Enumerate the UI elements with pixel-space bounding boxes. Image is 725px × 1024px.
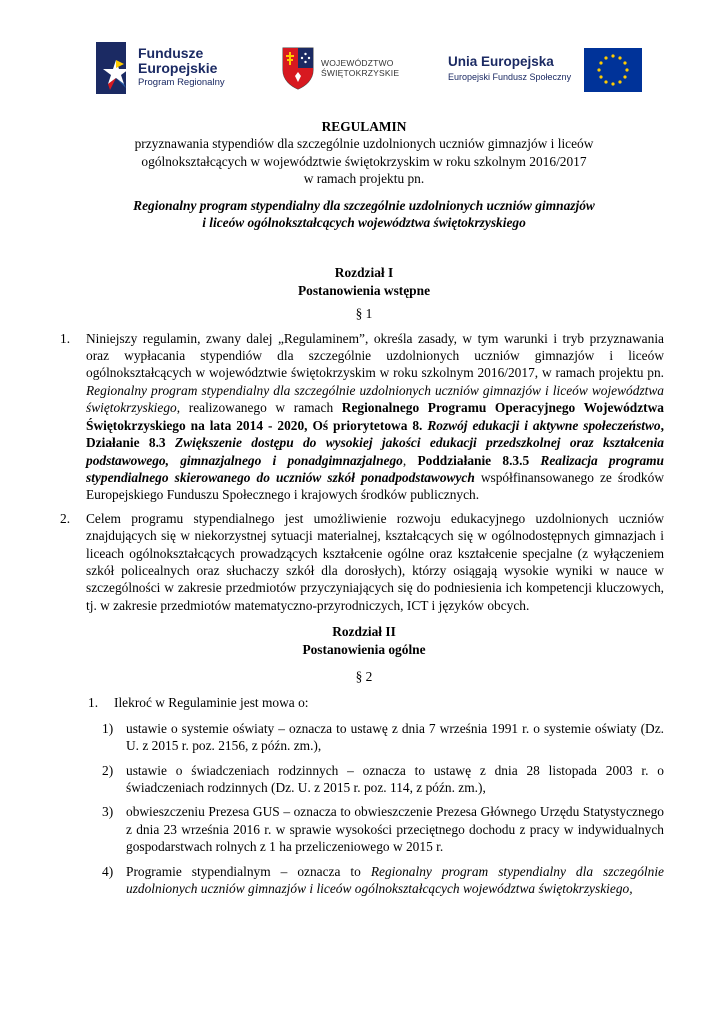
fe-star-icon	[96, 42, 136, 94]
definition-item	[64, 863, 664, 898]
title-line3: w ramach projektu pn.	[303, 171, 425, 187]
item-text: ustawie o świadczeniach rodzinnych – oznacza to ustawę z dnia 28 listopada 2003 r. o świadczeniach rodzinnych (Dz. U. z 2015 r. poz. 114, z późn. zm.),	[126, 762, 664, 795]
chapter1-point-1	[60, 330, 664, 504]
fe-line2: Europejskie	[138, 60, 218, 76]
item-text: obwieszczeniu Prezesa GUS – oznacza to obwieszczenie Prezesa Głównego Urzędu Statystycznego z dnia 23 września 2016 r. w sprawie wysokości przeciętnego dochodu z pracy w indywidualnych gospodarstwach rolnych z 1 ha przeliczeniowego w 2015 r.	[126, 804, 664, 855]
chapter1-title: Rozdział I	[334, 265, 394, 281]
fe-line3: Program Regionalny	[138, 77, 225, 88]
chapter2-header	[64, 623, 664, 685]
fundusze-europejskie-logo	[96, 42, 246, 98]
ws-line1: WOJEWÓDZTWO	[321, 58, 394, 68]
program-title: Regionalny program stypendialny dla szczególnie uzdolnionych uczniów gimnazjów i liceów ogólnokształcących województwa świętokrzyskiego,	[126, 863, 665, 897]
ws-line2: ŚWIĘTOKRZYSKIE	[321, 68, 400, 78]
logo-bar	[0, 0, 725, 110]
item-text: Programie stypendialnym – oznacza to	[126, 863, 371, 879]
wojewodztwo-logo	[281, 46, 421, 96]
measure-name: Zwiększenie dostępu do wysokiej jakości edukacji przedszkolnej oraz kształcenia podstawowego, gimnazjalnego i ponadgimnazjalnego	[86, 435, 664, 468]
chapter1-paragraph-mark: § 1	[355, 306, 373, 322]
item-text: ustawie o systemie oświaty – oznacza to ustawę z dnia 7 września 1991 r. o systemie oświaty (Dz. U. z 2015 r. poz. 2156, z późn. zm.),	[126, 720, 664, 754]
chapter1-subtitle: Postanowienia wstępne	[297, 282, 431, 298]
chapter2-paragraph-mark: § 2	[355, 668, 373, 684]
point-text: ,	[402, 452, 418, 468]
unia-europejska-logo	[448, 48, 648, 94]
chapter1-point-2	[60, 510, 664, 614]
project-line2: i liceów ogólnokształcących województwa świętokrzyskiego	[202, 215, 526, 231]
item-number: 4)	[102, 863, 114, 879]
coat-of-arms-icon	[281, 46, 315, 90]
item-number: 3)	[102, 804, 114, 820]
document-title	[64, 118, 664, 231]
program-name: Regionalnego Programu Operacyjnego Województwa Świętokrzyskiego na lata 2014 - 2020, Oś priorytetowa 8.	[86, 400, 664, 433]
point-number: 2.	[60, 510, 71, 526]
fe-line1: Fundusze	[138, 45, 204, 61]
intro-text: Ilekroć w Regulaminie jest mowa o:	[114, 695, 309, 711]
ue-line2: Europejski Fundusz Społeczny	[448, 72, 572, 82]
chapter1-list	[60, 330, 664, 615]
point-text: , realizowanego w ramach	[176, 400, 342, 416]
priority-axis: Rozwój edukacji i aktywne społeczeństwo	[427, 417, 661, 433]
title-line2: ogólnokształcących w województwie świętokrzyskim w roku szkolnym 2016/2017	[141, 153, 587, 169]
title-line1: przyznawania stypendiów dla szczególnie uzdolnionych uczniów gimnazjów i liceów	[134, 136, 594, 152]
document-body	[60, 118, 665, 904]
point-text: Celem programu stypendialnego jest umożliwienie rozwoju edukacyjnego uzdolnionych uczniów znajdujących się w niekorzystnej sytuacji materialnej, kształcących się w ogólnodostępnych gimnazjach i liceach ogólnokształcących prowadzących kształcenie ogólne oraz kształcenie specjalne (z wyłączeniem szkół policealnych oraz słuchaczy szkół dla dorosłych), którzy osiągają wysokie wyniki w nauce w szczególności w zakresie przedmiotów przyczyniających się do podniesienia ich kompetencji kluczowych, tj. w zakresie przedmiotów matematyczno-przyrodniczych, ICT i języków obcych.	[86, 510, 664, 613]
chapter2-subtitle: Postanowienia ogólne	[302, 641, 426, 657]
point-text: Niniejszy regulamin, zwany dalej „Regulaminem”, określa zasady, w tym warunki i tryb przyznawania oraz wypłacania stypendiów dla szczególnie uzdolnionych uczniów gimnazjów i liceów ogólnokształcących w województwie świętokrzyskim w roku szkolnym 2016/2017, w ramach projektu pn.	[86, 330, 664, 381]
item-number: 2)	[102, 762, 114, 778]
definition-item	[64, 720, 664, 755]
project-name: Regionalny program stypendialny dla szczególnie uzdolnionych uczniów gimnazjów i liceów województwa świętokrzyskiego	[86, 382, 664, 416]
chapter2-intro	[64, 694, 664, 711]
point-number: 1.	[88, 695, 99, 711]
item-number: 1)	[102, 720, 114, 736]
definition-item	[64, 803, 664, 855]
definitions-list	[64, 720, 664, 898]
point-number: 1.	[60, 330, 71, 346]
title-heading: REGULAMIN	[321, 119, 407, 134]
submeasure-label: Poddziałanie 8.3.5	[417, 452, 541, 468]
chapter2-title: Rozdział II	[332, 624, 396, 640]
chapter1-header	[64, 264, 664, 322]
definition-item	[64, 762, 664, 797]
project-line1: Regionalny program stypendialny dla szczególnie uzdolnionych uczniów gimnazjów	[133, 197, 595, 213]
submeasure-name: Realizacja programu stypendialnego skierowanego do uczniów szkół ponadpodstawowych	[86, 452, 664, 485]
eu-flag-icon	[584, 48, 642, 92]
measure-label: , Działanie 8.3	[86, 417, 664, 451]
point-text: współfinansowanego ze środków Europejskiego Funduszu Społecznego i krajowych środków publicznych.	[86, 469, 664, 503]
ue-line1: Unia Europejska	[448, 54, 554, 69]
